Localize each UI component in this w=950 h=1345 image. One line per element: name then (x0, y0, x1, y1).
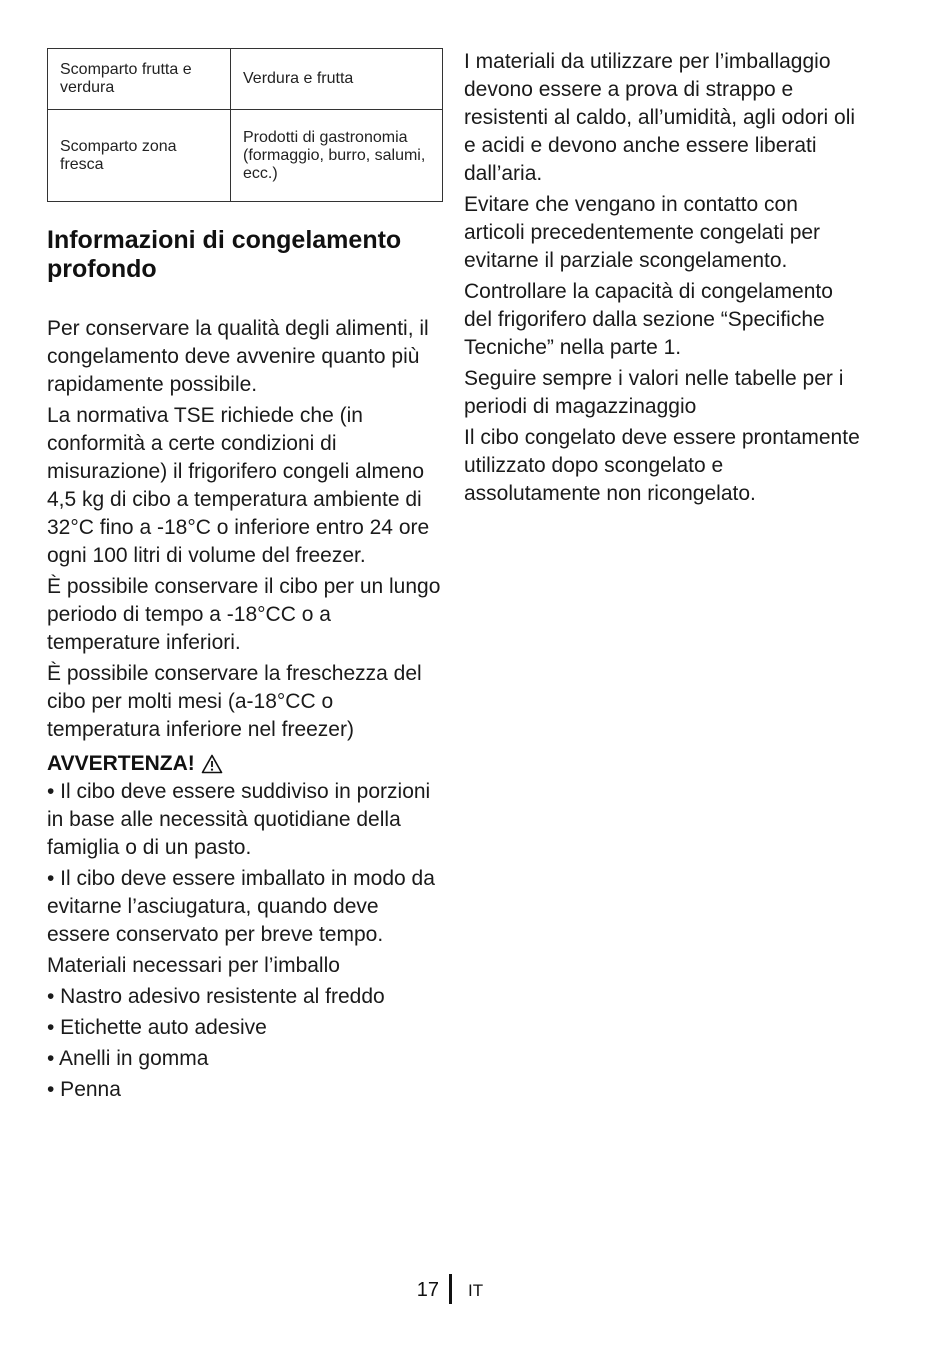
left-column (47, 48, 443, 1107)
warning-triangle-icon (201, 754, 223, 774)
table-cell-compartment: Scomparto zona fresca (48, 110, 231, 202)
paragraph: Il cibo congelato deve essere prontamente utilizzato dopo scongelato e assolutamente non ricongelato. (464, 426, 860, 505)
warning-list (47, 778, 443, 1104)
list-item: • Il cibo deve essere suddiviso in porzioni in base alle necessità quotidiane della famiglia o di un pasto. (47, 780, 431, 859)
paragraph: Controllare la capacità di congelamento del frigorifero dalla sezione “Specifiche Tecniche” nella parte 1. (464, 280, 833, 359)
right-column (464, 48, 864, 511)
page-footer (0, 1274, 950, 1308)
table-row (48, 110, 443, 202)
list-item: • Nastro adesivo resistente al freddo (47, 985, 385, 1008)
list-item: • Etichette auto adesive (47, 1016, 267, 1039)
footer-divider (449, 1274, 452, 1304)
section-heading: Informazioni di congelamento profondo (47, 226, 402, 283)
table-cell-compartment: Scomparto frutta e verdura (48, 49, 231, 110)
table-cell-contents: Verdura e frutta (231, 49, 443, 110)
paragraph: La normativa TSE richiede che (in conformità a certe condizioni di misurazione) il frigorifero congeli almeno 4,5 kg di cibo a temperatura ambiente di 32°C fino a -18°C o inferiore entro 24 ore ogni 100 litri di volume del freezer. (47, 404, 430, 567)
storage-table (47, 48, 443, 202)
list-item: • Anelli in gomma (47, 1047, 209, 1070)
list-item: • Penna (47, 1078, 121, 1101)
paragraph: I materiali da utilizzare per l’imballaggio devono essere a prova di strappo e resistenti al caldo, all’umidità, agli odori oli e acidi e devono anche essere liberati dall’aria. (464, 50, 856, 185)
paragraph: Seguire sempre i valori nelle tabelle per i periodi di magazzinaggio (464, 367, 844, 418)
page-number: 17 (416, 1279, 439, 1301)
list-item: • Il cibo deve essere imballato in modo da evitarne l’asciugatura, quando deve essere conservato per breve tempo. (47, 867, 435, 946)
paragraph: Per conservare la qualità degli alimenti, il congelamento deve avvenire quanto più rapidamente possibile. (47, 317, 429, 396)
paragraph: È possibile conservare il cibo per un lungo periodo di tempo a -18°CC o a temperature inferiori. (47, 575, 441, 654)
paragraph: Evitare che vengano in contatto con articoli precedentemente congelati per evitarne il parziale scongelamento. (464, 193, 821, 272)
materials-intro: Materiali necessari per l’imballo (47, 954, 340, 977)
warning-heading (47, 750, 443, 778)
language-code: IT (468, 1281, 484, 1300)
table-row (48, 49, 443, 110)
table-cell-contents: Prodotti di gastronomia (formaggio, burro, salumi, ecc.) (231, 110, 443, 202)
paragraph: È possibile conservare la freschezza del cibo per molti mesi (a-18°CC o temperatura inferiore nel freezer) (47, 662, 422, 741)
section-body (47, 315, 443, 744)
warning-label: AVVERTENZA! (47, 752, 195, 775)
